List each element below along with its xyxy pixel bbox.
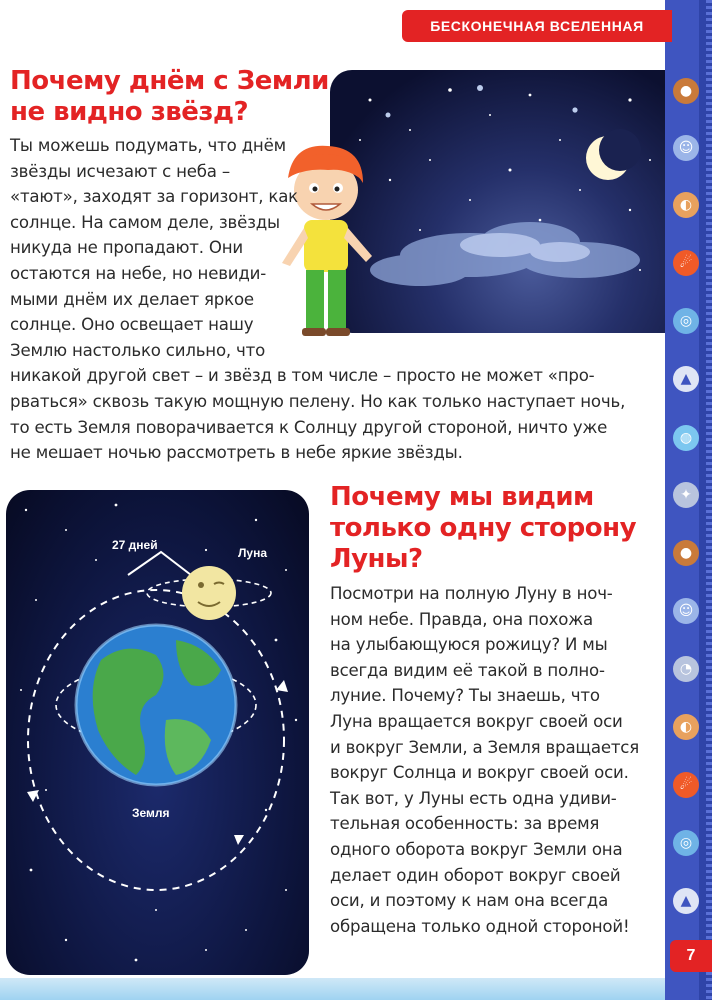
- side-decorative-strip: [665, 0, 712, 1000]
- text-line: оси, и поэтому к нам она всегда: [330, 891, 609, 911]
- planet-icon: ◐: [673, 192, 699, 218]
- text-line: никуда не пропадают. Они: [10, 238, 243, 258]
- moon-orbit-diagram: [6, 490, 309, 975]
- text-line: Посмотри на полную Луну в ноч-: [330, 584, 613, 603]
- page-number-label: 7: [686, 947, 696, 964]
- section2-title-line: Луны?: [330, 544, 423, 574]
- section2-title-line: Почему мы видим: [330, 482, 594, 512]
- text-line: обращена только одной стороной!: [330, 916, 630, 936]
- section-title: БЕСКОНЕЧНАЯ ВСЕЛЕННАЯ: [430, 18, 644, 34]
- text-line: солнце. На самом деле, звёзды: [10, 212, 280, 232]
- comet-icon: ☄: [673, 772, 699, 798]
- radar-icon: ◔: [673, 656, 699, 682]
- text-line: луние. Почему? Ты знаешь, что: [330, 686, 600, 706]
- section1-title: [10, 66, 329, 128]
- section2-title-line: только одну сторону: [330, 513, 637, 543]
- text-line: и вокруг Земли, а Земля вращается: [330, 737, 639, 757]
- text-line: ном небе. Правда, она похожа: [330, 609, 593, 629]
- text-line: одного оборота вокруг Земли она: [330, 839, 623, 859]
- text-line: остаются на небе, но невиди-: [10, 263, 267, 283]
- text-line: делает один оборот вокруг своей: [330, 865, 621, 885]
- text-line: не мешает ночью рассмотреть в небе яркие звёзды.: [10, 443, 463, 463]
- text-line: солнце. Оно освещает нашу: [10, 315, 254, 335]
- text-line: мыми днём их делает яркое: [10, 289, 254, 309]
- orbit-icon: ◎: [673, 308, 699, 334]
- text-line: всегда видим её такой в полно-: [330, 660, 605, 680]
- rocket-icon: ▲: [673, 888, 699, 914]
- section1-title-line: не видно звёзд?: [10, 97, 249, 127]
- saturn-icon: ◍: [673, 425, 699, 451]
- text-line: Луна вращается вокруг своей оси: [330, 711, 623, 731]
- text-line: на улыбающуюся рожицу? И мы: [330, 635, 608, 655]
- section1-title-line: Почему днём с Земли: [10, 66, 329, 96]
- text-line: «тают», заходят за горизонт, как: [10, 187, 298, 207]
- orbit-icon: ◎: [673, 830, 699, 856]
- text-line: тельная особенность: за время: [330, 814, 600, 834]
- section1-text: [10, 133, 625, 466]
- diagram-label-moon: Луна: [238, 546, 268, 560]
- diagram-label-earth: Земля: [132, 806, 170, 820]
- rocket-icon: ▲: [673, 366, 699, 392]
- text-line: звёзды исчезают с неба –: [10, 161, 230, 181]
- page-number: [670, 940, 712, 972]
- text-line: Землю настолько сильно, что: [10, 340, 266, 360]
- planet-icon: ●: [673, 78, 699, 104]
- planet-icon: ●: [673, 540, 699, 566]
- section-header-tab: [402, 10, 672, 42]
- astronaut-icon: ☺: [673, 598, 699, 624]
- text-line: вокруг Солнца и вокруг своей оси.: [330, 763, 629, 783]
- bottom-band: [0, 978, 665, 1000]
- satellite-icon: ✦: [673, 482, 699, 508]
- planet-icon: ◐: [673, 714, 699, 740]
- section2-text: [330, 581, 639, 939]
- text-line: Так вот, у Луны есть одна удиви-: [330, 788, 617, 808]
- text-line: никакой другой свет – и звёзд в том числе – просто не может «про-: [10, 366, 595, 386]
- diagram-label-days: 27 дней: [112, 538, 158, 552]
- astronaut-icon: ☺: [673, 135, 699, 161]
- text-line: Ты можешь подумать, что днём: [10, 136, 286, 155]
- moon-orbit-svg: [6, 490, 309, 975]
- text-line: рваться» сквозь такую мощную пелену. Но как только наступает ночь,: [10, 391, 626, 411]
- comet-icon: ☄: [673, 250, 699, 276]
- text-line: то есть Земля поворачивается к Солнцу другой стороной, ничто уже: [10, 417, 608, 437]
- section2-title: [330, 482, 636, 575]
